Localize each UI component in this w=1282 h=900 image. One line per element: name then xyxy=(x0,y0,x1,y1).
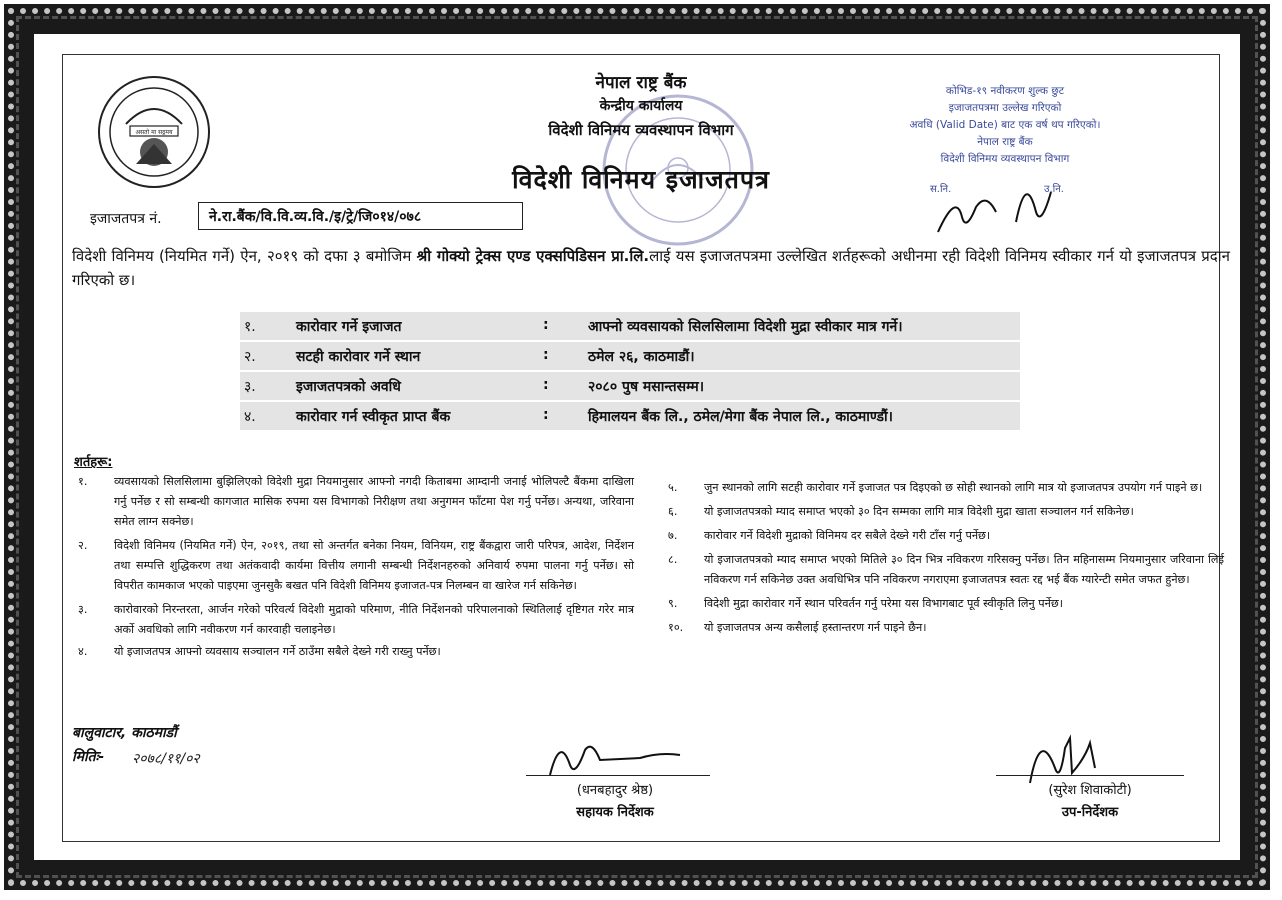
condition-text: यो इजाजतपत्र आफ्नो व्यवसाय सञ्चालन गर्ने ठाउँमा सबैले देख्ने गरी राख्नु पर्नेछ। xyxy=(114,645,441,658)
condition-number: ४. xyxy=(78,645,88,658)
condition-number: २. xyxy=(78,539,88,552)
covid-note-line: इजाजतपत्रमा उल्लेख गरिएको xyxy=(948,102,1062,114)
condition-item xyxy=(74,642,634,662)
signature-deputy-director xyxy=(1010,728,1180,788)
conditions-heading: शर्तहरू: xyxy=(74,455,113,470)
detail-number: ३. xyxy=(244,379,256,395)
detail-key: सटही कारोवार गर्ने स्थान xyxy=(296,349,421,365)
detail-number: ४. xyxy=(244,409,256,425)
detail-number: १. xyxy=(244,319,256,335)
covid-renewal-note xyxy=(890,83,1120,168)
condition-number: १०. xyxy=(668,621,684,634)
covid-note-line: कोभिड-१९ नवीकरण शुल्क छुट xyxy=(945,85,1065,97)
covid-note-signatures xyxy=(926,162,1076,242)
detail-value: हिमालयन बैंक लि., ठमेल/मेगा बैंक नेपाल लि., काठमाण्डौं। xyxy=(588,409,893,425)
condition-item xyxy=(664,594,1224,614)
condition-number: ६. xyxy=(668,505,678,518)
issue-date: २०७८/११/०२ xyxy=(132,751,200,767)
issue-place: बालुवाटार, काठमाडौं xyxy=(72,725,177,741)
detail-colon: : xyxy=(543,317,549,333)
covid-sign-label: उ.नि. xyxy=(1044,184,1064,195)
detail-key: कारोवार गर्ने इजाजत xyxy=(296,319,402,335)
condition-text: कारोवार गर्ने विदेशी मुद्राको विनिमय दर सबैले देख्ने गरी टाँस गर्नु पर्नेछ। xyxy=(704,529,991,542)
intro-pre: विदेशी विनिमय (नियमित गर्ने) ऐन, २०१९ को दफा ३ बमोजिम xyxy=(72,247,417,265)
permit-number-label: इजाजतपत्र नं. xyxy=(90,211,162,227)
condition-item xyxy=(74,472,634,532)
signatory-name: (धनबहादुर श्रेष्ठ) xyxy=(576,783,654,798)
covid-sign-label: स.नि. xyxy=(930,184,952,195)
signatory-name: (सुरेश शिवाकोटी) xyxy=(1048,783,1132,798)
detail-row xyxy=(240,372,1020,400)
signature-line xyxy=(526,775,710,776)
signatory-title: उप-निर्देशक xyxy=(1061,805,1119,820)
conditions-left-column xyxy=(74,472,634,666)
covid-note-line: अवधि (Valid Date) बाट एक वर्ष थप गरिएको। xyxy=(909,119,1101,131)
intro-post: लाई यस इजाजतपत्रमा उल्लेखित शर्तहरूको अधीनमा रही विदेशी विनिमय स्वीकार गर्न यो इजाजतपत्र प्रदान गरिएको छ। xyxy=(72,247,1230,289)
detail-row xyxy=(240,402,1020,430)
company-name: श्री गोक्यो ट्रेक्स एण्ड एक्सपिडिसन प्रा.लि. xyxy=(416,247,650,265)
covid-note-line: विदेशी विनिमय व्यवस्थापन विभाग xyxy=(940,153,1070,165)
condition-item xyxy=(664,478,1224,498)
detail-value: २०८० पुष मसान्तसम्म। xyxy=(588,379,704,395)
condition-item xyxy=(664,550,1224,590)
condition-text: जुन स्थानको लागि सटही कारोवार गर्ने इजाजत पत्र दिइएको छ सोही स्थानको लागि मात्र यो इजाजतपत्र उपयोग गर्न पाइने छ। xyxy=(704,481,1203,494)
detail-colon: : xyxy=(543,347,549,363)
condition-item xyxy=(664,618,1224,638)
detail-value: ठमेल २६, काठमाडौं। xyxy=(588,349,695,365)
condition-number: ८. xyxy=(668,553,678,566)
condition-text: विदेशी विनिमय (नियमित गर्ने) ऐन, २०१९, तथा सो अन्तर्गत बनेका नियम, विनियम, राष्ट्र बैंकद्वारा जारी परिपत्र, आदेश, निर्देशन तथा सम्पत्ति शुद्धिकरण तथा अतंकवादी कार्यमा वित्तीय लगानी सम्बन्धी निर्देशनहरुको अनिवार्य रुपमा पालना गर्नु पर्नेछ। सो विपरीत कामकाज भएको पाइएमा जुनसुकै बखत पनि विदेशी विनिमय इजाजत-पत्र निलम्बन वा खारेज गर्न सकिनेछ। xyxy=(114,539,634,592)
covid-note-line: नेपाल राष्ट्र बैंक xyxy=(977,136,1033,148)
condition-item xyxy=(74,600,634,640)
signatory-assistant-director xyxy=(520,780,710,820)
permit-number: ने.रा.बैंक/वि.वि.व्य.वि./इ/ट्रे/जि०१४/०७८ xyxy=(198,202,523,230)
detail-row xyxy=(240,312,1020,340)
svg-text:असतो मा सद्गमय: असतो मा सद्गमय xyxy=(135,129,173,136)
document-title: विदेशी विनिमय इजाजतपत्र xyxy=(512,165,770,194)
intro-paragraph xyxy=(72,244,1230,292)
condition-text: यो इजाजतपत्रको म्याद समाप्त भएको ३० दिन सम्मका लागि मात्र विदेशी मुद्रा खाता सञ्चालन गर्न सकिनेछ। xyxy=(704,505,1134,518)
detail-colon: : xyxy=(543,377,549,393)
detail-key: कारोवार गर्न स्वीकृत प्राप्त बैंक xyxy=(296,409,451,425)
permit-details xyxy=(240,312,1020,432)
detail-value: आफ्नो व्यवसायको सिलसिलामा विदेशी मुद्रा स्वीकार मात्र गर्ने। xyxy=(588,319,903,335)
condition-number: ५. xyxy=(668,481,678,494)
bank-name: नेपाल राष्ट्र बैंक xyxy=(595,73,687,93)
condition-number: ९. xyxy=(668,597,678,610)
condition-item xyxy=(664,502,1224,522)
signature-assistant-director xyxy=(530,730,710,780)
condition-number: १. xyxy=(78,475,88,488)
condition-number: ३. xyxy=(78,603,88,616)
condition-text: कारोवारको निरन्तरता, आर्जन गरेको परिवर्त्य विदेशी मुद्राको परिमाण, नीति निर्देशनको परिपालनाको स्थितिलाई दृष्टिगत गरेर मात्र अर्को अवधिको लागि नवीकरण गर्न कारवाही चलाइनेछ। xyxy=(114,603,634,636)
condition-text: विदेशी मुद्रा कारोवार गर्ने स्थान परिवर्तन गर्नु परेमा यस विभागबाट पूर्व स्वीकृति लिनु पर्नेछ। xyxy=(704,597,1063,610)
detail-row xyxy=(240,342,1020,370)
signature-line xyxy=(996,775,1184,776)
detail-colon: : xyxy=(543,407,549,423)
department-name: विदेशी विनिमय व्यवस्थापन विभाग xyxy=(548,121,734,139)
condition-item xyxy=(74,536,634,596)
signatory-deputy-director xyxy=(1000,780,1180,820)
issue-date-label: मितिः- xyxy=(72,749,105,765)
condition-number: ७. xyxy=(668,529,678,542)
condition-item xyxy=(664,526,1224,546)
condition-text: यो इजाजतपत्रको म्याद समाप्त भएको मितिले ३० दिन भित्र नविकरण गरिसक्नु पर्नेछ। तिन महिनासम्म नियमानुसार जरिवाना लिई नविकरण गर्न सकिनेछ उक्त अवधिभित्र पनि नविकरण नगराएमा इजाजतपत्र स्वतः रद्द भई बैंक ग्यारेन्टी समेत जफत हुनेछ। xyxy=(704,553,1224,586)
signatory-title: सहायक निर्देशक xyxy=(576,805,654,820)
conditions-right-column xyxy=(664,478,1224,642)
detail-number: २. xyxy=(244,349,256,365)
condition-text: व्यवसायको सिलसिलामा बुझिलिएको विदेशी मुद्रा नियमानुसार आफ्नो नगदी किताबमा आम्दानी जनाई भोलिपल्टै बैंकमा दाखिला गर्नु पर्नेछ र सो सम्बन्धी कागजात मासिक रुपमा यस विभागको निरीक्षण तथा अनुगमन फाँटमा पेश गर्नु पर्नेछ। अन्यथा, जरिवाना समेत लाग्न सक्नेछ। xyxy=(114,475,634,528)
detail-key: इजाजतपत्रको अवधि xyxy=(296,379,401,395)
condition-text: यो इजाजतपत्र अन्य कसैलाई हस्तान्तरण गर्न पाइने छैन। xyxy=(704,621,927,634)
office-name: केन्द्रीय कार्यालय xyxy=(599,98,683,114)
